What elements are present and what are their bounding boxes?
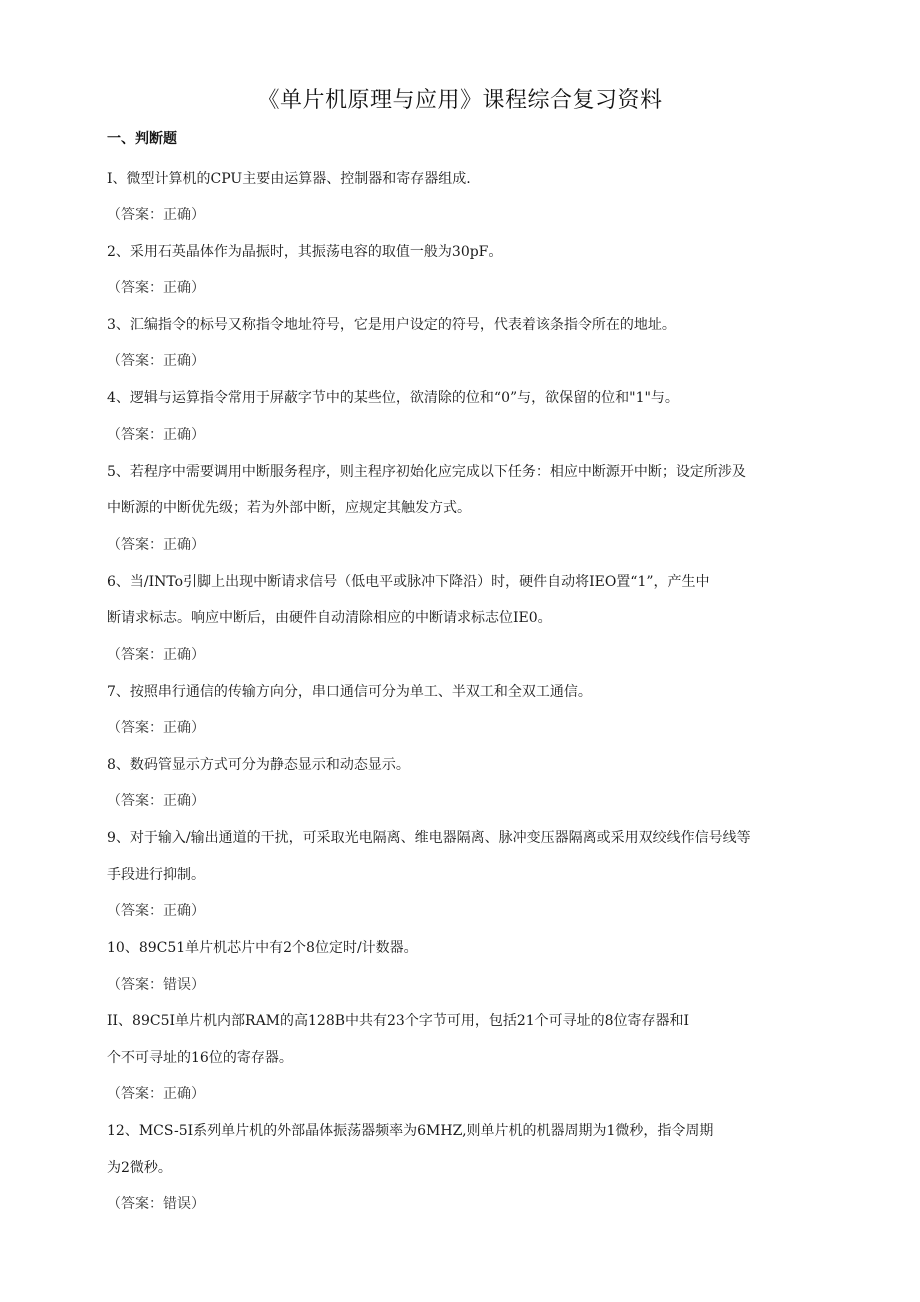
question-12-line-2: 为2微秒。 — [107, 1160, 172, 1176]
question-6-line-2: 断请求标志。响应中断后，由硬件自动清除相应的中断请求标志位IE0。 — [107, 610, 552, 626]
question-4-line-1: 4、逻辑与运算指令常用于屏蔽字节中的某些位，欲清除的位和“0”与，欲保留的位和"1"与。 — [107, 390, 679, 406]
question-5-line-2: 中断源的中断优先级；若为外部中断，应规定其触发方式。 — [107, 500, 471, 516]
question-8-answer: （答案：正确） — [107, 793, 205, 809]
question-11-line-1: II、89C5I单片机内部RAM的高128B中共有23个字节可用，包括21个可寻址的8位寄存器和I — [107, 1013, 690, 1029]
question-11-line-2: 个不可寻址的16位的寄存器。 — [107, 1050, 293, 1066]
section-heading: 一、判断题 — [107, 131, 177, 147]
question-12-answer: （答案：错误） — [107, 1196, 205, 1212]
question-3-answer: （答案：正确） — [107, 353, 205, 369]
question-6-line-1: 6、当/INTo引脚上出现中断请求信号（低电平或脉冲下降沿）时，硬件自动将IEO置“1”，产生中 — [107, 574, 710, 590]
question-5-line-1: 5、若程序中需要调用中断服务程序，则主程序初始化应完成以下任务：相应中断源开中断；设定所涉及 — [107, 464, 746, 480]
question-11-answer: （答案：正确） — [107, 1086, 205, 1102]
question-2-answer: （答案：正确） — [107, 280, 205, 296]
question-2-line-1: 2、采用石英晶体作为晶振时，其振荡电容的取值一般为30pF。 — [107, 244, 503, 260]
question-7-line-1: 7、按照串行通信的传输方向分，串口通信可分为单工、半双工和全双工通信。 — [107, 684, 592, 700]
question-1-answer: （答案：正确） — [107, 207, 205, 223]
question-6-answer: （答案：正确） — [107, 647, 205, 663]
question-5-answer: （答案：正确） — [107, 537, 205, 553]
question-7-answer: （答案：正确） — [107, 720, 205, 736]
question-9-line-1: 9、对于输入/输出通道的干扰，可采取光电隔离、维电器隔离、脉冲变压器隔离或采用双绞线作信号线等 — [107, 830, 751, 846]
question-4-answer: （答案：正确） — [107, 427, 205, 443]
question-10-answer: （答案：错误） — [107, 977, 205, 993]
question-12-line-1: 12、MCS-5I系列单片机的外部晶体振荡器频率为6MHZ,则单片机的机器周期为1微秒，指令周期 — [107, 1123, 714, 1139]
question-10-line-1: 10、89C51单片机芯片中有2个8位定时/计数器。 — [107, 940, 418, 956]
question-9-line-2: 手段进行抑制。 — [107, 867, 205, 883]
question-1-line-1: I、微型计算机的CPU主要由运算器、控制器和寄存器组成. — [107, 171, 471, 187]
question-3-line-1: 3、汇编指令的标号又称指令地址符号，它是用户设定的符号，代表着该条指令所在的地址。 — [107, 317, 676, 333]
question-8-line-1: 8、数码管显示方式可分为静态显示和动态显示。 — [107, 757, 410, 773]
document-title: 《单片机原理与应用》课程综合复习资料 — [257, 88, 663, 113]
question-9-answer: （答案：正确） — [107, 903, 205, 919]
